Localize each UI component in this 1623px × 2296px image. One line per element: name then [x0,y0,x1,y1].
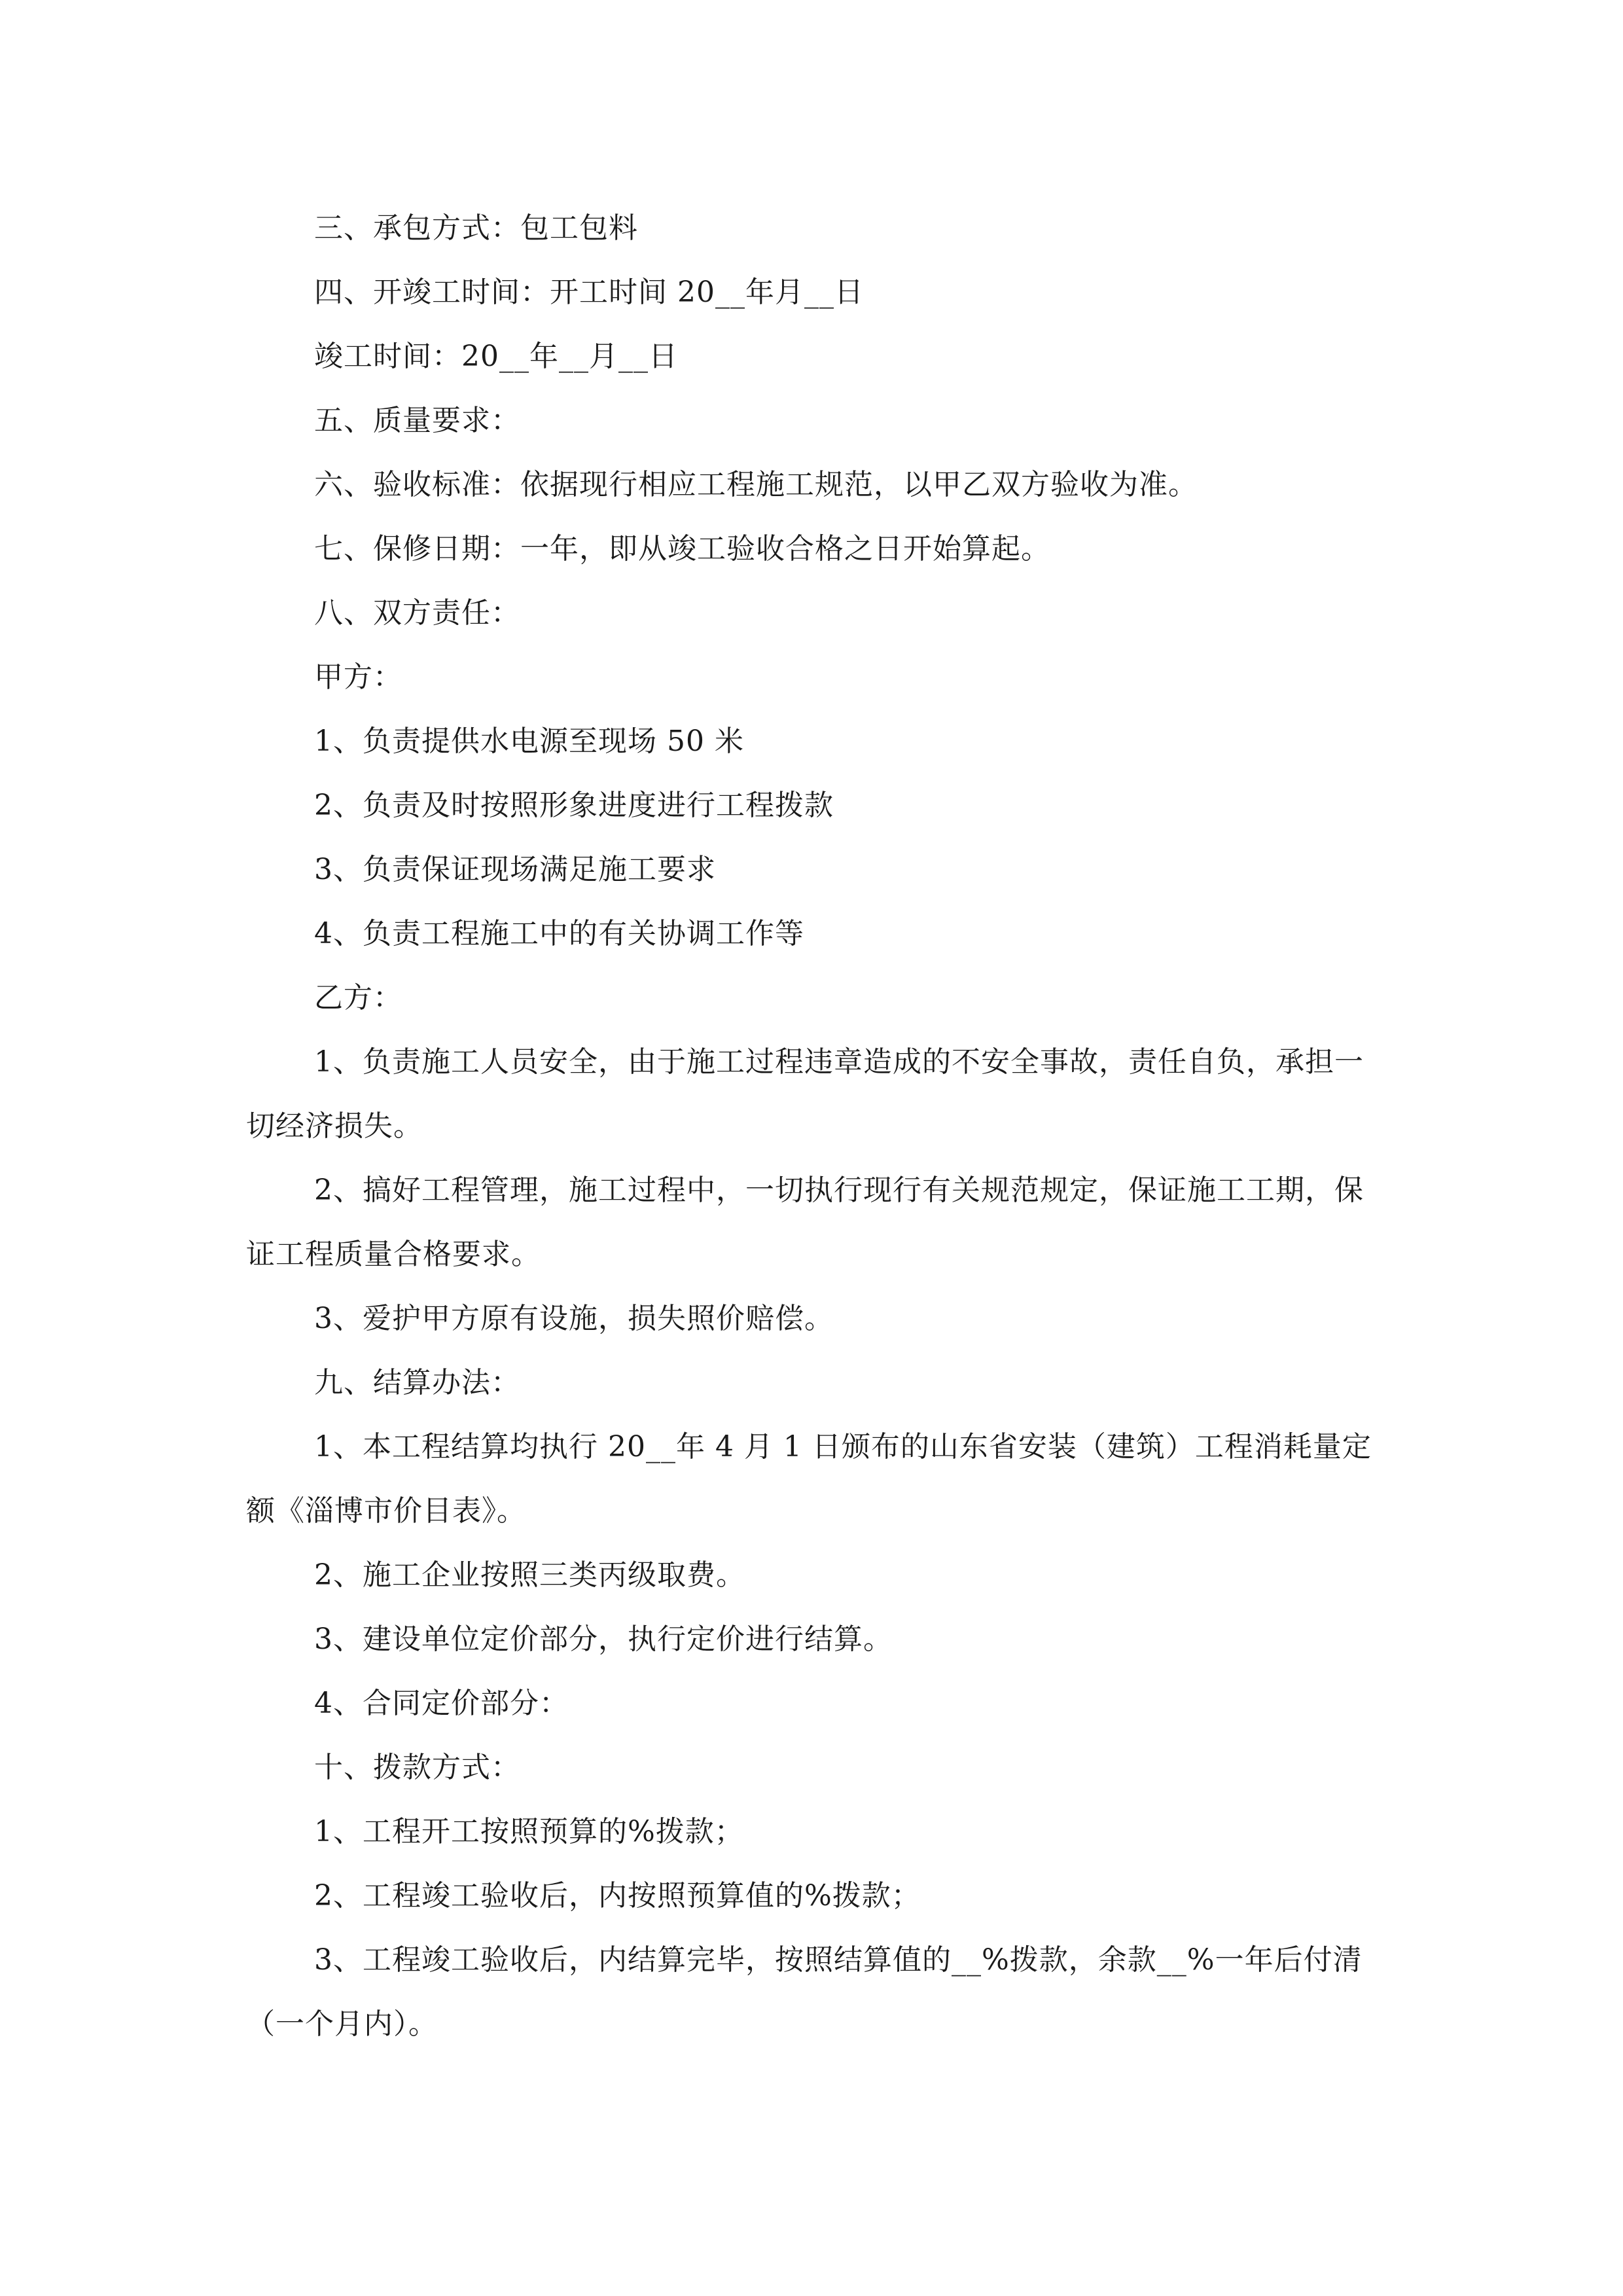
party-a-item-1: 1、负责提供水电源至现场 50 米 [314,725,744,758]
payment-heading: 十、拨款方式： [314,1751,520,1784]
party-a-item-4: 4、负责工程施工中的有关协调工作等 [314,917,804,950]
settlement-item-4: 4、合同定价部分： [314,1687,569,1720]
acceptance-standard-line: 六、验收标准：依据现行相应工程施工规范，以甲乙双方验收为准。 [314,468,1198,501]
completion-date-line: 竣工时间：20__年__月__日 [314,340,678,373]
party-b-heading: 乙方： [314,981,402,1014]
payment-item-1: 1、工程开工按照预算的%拨款； [314,1815,744,1848]
quality-requirement-heading: 五、质量要求： [314,404,520,437]
party-a-item-3: 3、负责保证现场满足施工要求 [314,853,716,886]
payment-item-3: 3、工程竣工验收后，内结算完毕，按照结算值的__%拨款，余款__%一年后付清（一个月内）。 [246,1943,1363,2041]
start-date-line: 四、开竣工时间：开工时间 20__年月__日 [314,276,864,309]
warranty-period-line: 七、保修日期：一年，即从竣工验收合格之日开始算起。 [314,532,1050,565]
party-b-item-2: 2、搞好工程管理，施工过程中，一切执行现行有关规范规定，保证施工工期，保证工程质量合格要求。 [246,1174,1364,1271]
settlement-item-2: 2、施工企业按照三类丙级取费。 [314,1558,745,1592]
settlement-heading: 九、结算办法： [314,1366,520,1399]
party-a-heading: 甲方： [314,660,402,694]
party-b-item-3: 3、爱护甲方原有设施，损失照价赔偿。 [314,1302,834,1335]
party-b-item-1: 1、负责施工人员安全，由于施工过程违章造成的不安全事故，责任自负，承担一切经济损失。 [246,1045,1364,1143]
party-a-item-2: 2、负责及时按照形象进度进行工程拨款 [314,789,834,822]
settlement-item-3: 3、建设单位定价部分，执行定价进行结算。 [314,1623,893,1656]
contract-type-line: 三、承包方式：包工包料 [314,211,638,245]
document-body [246,196,1378,2056]
settlement-item-1: 1、本工程结算均执行 20__年 4 月 1 日颁布的山东省安装（建筑）工程消耗量定额《淄博市价目表》。 [246,1430,1372,1528]
payment-item-2: 2、工程竣工验收后，内按照预算值的%拨款； [314,1879,921,1912]
responsibilities-heading: 八、双方责任： [314,596,520,630]
